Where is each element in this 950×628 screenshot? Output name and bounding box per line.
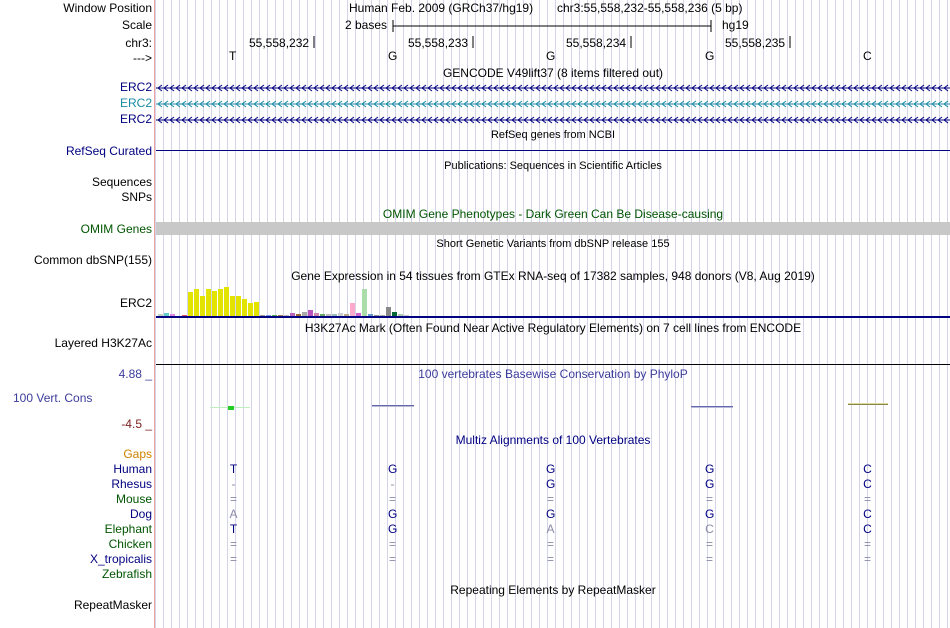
gtex-bar	[386, 307, 391, 316]
gtex-bar	[344, 314, 349, 316]
coord-tick: 55,558,235	[725, 36, 786, 50]
h3k27ac-track-title[interactable]: H3K27Ac Mark (Often Found Near Active Regulatory Elements) on 7 cell lines from ENCODE	[304, 321, 802, 335]
ref-base: C	[863, 49, 872, 63]
conservation-min-label: -4.5 _	[121, 417, 152, 431]
repeatmasker-track-label[interactable]: RepeatMasker	[73, 598, 152, 612]
coord-tick: 55,558,234	[566, 36, 627, 50]
alignment-base: =	[863, 492, 871, 506]
conservation-track-label[interactable]: 100 Vert. Cons	[13, 391, 93, 405]
gtex-bar	[248, 303, 253, 316]
gtex-bar	[188, 292, 193, 316]
alignment-base: =	[546, 492, 554, 506]
alignment-base: A	[229, 507, 238, 521]
h3k27ac-track-label[interactable]: Layered H3K27Ac	[54, 336, 152, 350]
coord-tick: 55,558,232	[249, 36, 310, 50]
gtex-track-label[interactable]: ERC2	[119, 296, 152, 310]
gtex-bar	[320, 314, 325, 316]
publications-snps-label[interactable]: SNPs	[121, 190, 152, 204]
publications-sequences-label[interactable]: Sequences	[91, 175, 152, 189]
alignment-base: =	[863, 552, 871, 566]
repeatmasker-track-title[interactable]: Repeating Elements by RepeatMasker	[450, 583, 656, 597]
alignment-base: G	[388, 522, 398, 536]
alignment-base: =	[388, 552, 396, 566]
alignment-base: C	[863, 507, 872, 521]
alignment-base: G	[546, 477, 556, 491]
species-label[interactable]: Elephant	[104, 522, 152, 536]
gtex-bar	[242, 299, 247, 316]
gaps-label: Gaps	[123, 447, 152, 461]
refseq-gene-line[interactable]	[156, 150, 950, 151]
omim-track-title[interactable]: OMIM Gene Phenotypes - Dark Green Can Be Disease-causing	[382, 207, 724, 221]
gtex-bar	[158, 314, 163, 316]
alignment-base: =	[229, 537, 237, 551]
alignment-base: C	[863, 477, 872, 491]
gtex-bar	[404, 315, 409, 316]
alignment-base: G	[705, 477, 715, 491]
alignment-base: =	[229, 492, 237, 506]
species-label[interactable]: Dog	[129, 507, 152, 521]
coord-tick-marks	[300, 34, 800, 50]
gtex-bar	[302, 312, 307, 316]
gencode-row-label[interactable]: ERC2	[119, 96, 152, 110]
gtex-bar	[380, 315, 385, 316]
gtex-track-title[interactable]: Gene Expression in 54 tissues from GTEx RNA-seq of 17382 samples, 948 donors (V8, Aug 2019)	[291, 269, 815, 283]
gtex-bar	[350, 303, 355, 316]
position-readout[interactable]: chr3:55,558,232-55,558,236 (5 bp)	[557, 1, 743, 15]
gencode-row-label[interactable]: ERC2	[119, 80, 152, 94]
alignment-base: =	[705, 492, 713, 506]
ref-base: G	[388, 49, 398, 63]
gtex-bar	[206, 289, 211, 316]
gencode-transcripts[interactable]	[156, 80, 950, 128]
gtex-bar	[296, 314, 301, 316]
alignment-base: C	[863, 522, 872, 536]
omim-track-label[interactable]: OMIM Genes	[80, 222, 152, 236]
alignment-base: A	[546, 522, 555, 536]
gtex-bar	[272, 315, 277, 316]
db-name: hg19	[722, 18, 749, 32]
alignment-base: =	[705, 552, 713, 566]
alignment-base: -	[231, 477, 236, 491]
scale-bar	[392, 18, 722, 34]
gtex-bar	[194, 289, 199, 316]
assembly-title: Human Feb. 2009 (GRCh37/hg19)	[349, 1, 534, 15]
ref-base: G	[705, 49, 715, 63]
label-separator	[154, 0, 155, 628]
scale-label: Scale	[121, 18, 152, 32]
omim-gene-bar[interactable]	[156, 222, 950, 235]
gtex-bar	[224, 287, 229, 316]
gtex-bar	[326, 314, 331, 316]
alignment-base: =	[388, 537, 396, 551]
gtex-bar	[170, 314, 175, 316]
species-label[interactable]: Mouse	[115, 492, 152, 506]
alignment-base: G	[705, 462, 715, 476]
alignment-base: T	[229, 462, 238, 476]
alignment-base: =	[388, 492, 396, 506]
gtex-bar	[356, 313, 361, 316]
gtex-bar	[338, 313, 343, 316]
transcript-line	[156, 101, 950, 107]
window-position-label: Window Position	[63, 1, 152, 15]
gtex-bar	[368, 314, 373, 316]
alignment-base: =	[229, 552, 237, 566]
gtex-bar	[278, 315, 283, 316]
refseq-track-label[interactable]: RefSeq Curated	[65, 144, 152, 158]
alignment-base: =	[863, 537, 871, 551]
alignment-base: T	[229, 522, 238, 536]
dbsnp-track-title[interactable]: Short Genetic Variants from dbSNP release 155	[436, 238, 670, 250]
gtex-bar	[374, 315, 379, 316]
transcript-line	[156, 85, 950, 91]
transcript-line	[156, 117, 950, 123]
alignment-base: G	[546, 507, 556, 521]
alignment-base: G	[388, 507, 398, 521]
scale-text: 2 bases	[345, 18, 388, 32]
ref-base: G	[546, 49, 556, 63]
alignment-base: C	[705, 522, 714, 536]
strand-label: --->	[133, 51, 152, 65]
publications-track-title[interactable]: Publications: Sequences in Scientific Articles	[444, 160, 662, 172]
coord-tick: 55,558,233	[408, 36, 469, 50]
gtex-bar	[164, 313, 169, 316]
species-label[interactable]: Rhesus	[111, 477, 152, 491]
conservation-track-title[interactable]: 100 vertebrates Basewise Conservation by PhyloP	[418, 367, 688, 381]
h3k27ac-baseline	[156, 364, 950, 365]
conservation-max-label: 4.88 _	[118, 367, 152, 381]
gtex-bar	[392, 312, 397, 316]
alignment-base: G	[546, 462, 556, 476]
gtex-bar	[200, 296, 205, 316]
species-label[interactable]: X_tropicalis	[89, 552, 152, 566]
species-label[interactable]: Zebrafish	[101, 567, 152, 581]
gencode-track-title[interactable]: GENCODE V49lift37 (8 items filtered out)	[442, 66, 664, 80]
alignment-base: =	[546, 552, 554, 566]
alignment-base: =	[705, 537, 713, 551]
refseq-track-title[interactable]: RefSeq genes from NCBI	[490, 129, 616, 141]
alignment-base: C	[863, 462, 872, 476]
gtex-bar	[290, 313, 295, 316]
species-label[interactable]: Human	[113, 462, 152, 476]
chrom-label: chr3:	[125, 36, 152, 50]
gtex-bar	[230, 296, 235, 316]
gtex-bar	[266, 315, 271, 316]
conservation-graph[interactable]	[156, 400, 950, 414]
alignment-base: =	[546, 537, 554, 551]
species-label[interactable]: Chicken	[108, 537, 152, 551]
alignment-base: G	[388, 462, 398, 476]
gtex-expression-graph[interactable]	[156, 284, 950, 318]
gtex-bar	[284, 315, 289, 316]
gtex-bar	[212, 291, 217, 316]
gtex-bar	[314, 313, 319, 316]
gtex-bar	[308, 310, 313, 316]
gtex-bar	[182, 315, 187, 316]
gtex-bar	[332, 314, 337, 316]
multiz-track-title[interactable]: Multiz Alignments of 100 Vertebrates	[455, 433, 651, 447]
alignment-base: -	[390, 477, 395, 491]
gencode-row-label[interactable]: ERC2	[119, 112, 152, 126]
gtex-bar	[398, 314, 403, 316]
gtex-bar	[260, 315, 265, 316]
alignment-base: G	[705, 507, 715, 521]
gtex-bar	[254, 302, 259, 316]
ref-base: T	[229, 49, 237, 63]
gtex-bar	[236, 296, 241, 316]
gtex-bar	[362, 289, 367, 316]
gtex-bar	[218, 289, 223, 316]
dbsnp-track-label[interactable]: Common dbSNP(155)	[33, 253, 152, 267]
